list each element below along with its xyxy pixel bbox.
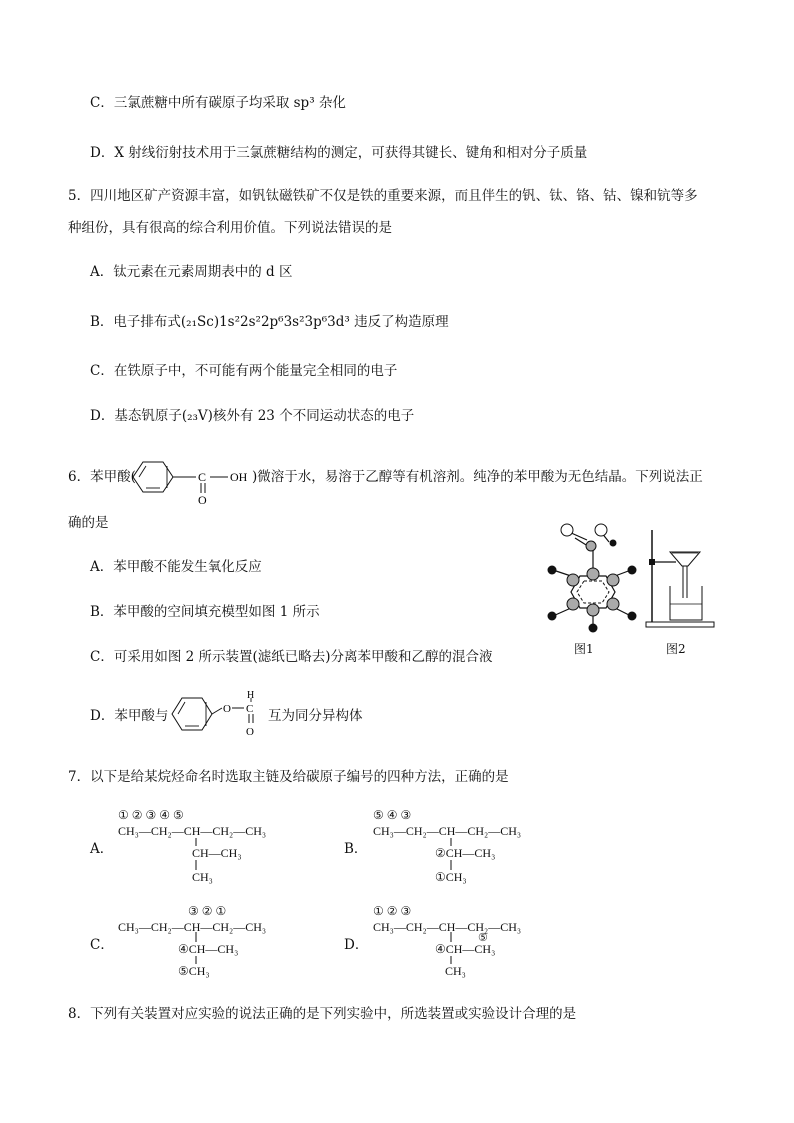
q6-stem-prefix: 6．苯甲酸( (68, 469, 136, 485)
q7-c-main-chain: CH₃—CH₂—CH—CH₂—CH₃ (118, 920, 267, 934)
q8-stem: 8．下列有关装置对应实验的说法正确的是下列实验中，所选装置或实验设计合理的是 (68, 1006, 577, 1022)
q6-option-a: A．苯甲酸不能发生氧化反应 (90, 559, 262, 575)
q6-option-d-prefix: D．苯甲酸与 (90, 708, 169, 724)
q6-stem-suffix: )微溶于水，易溶于乙醇等有机溶剂。纯净的苯甲酸为无色结晶。下列说法正 (252, 469, 703, 485)
q7-b-label: B． (344, 841, 368, 857)
cooh-carbon: C (198, 470, 207, 484)
q7-d-main-chain: CH₃—CH₂—CH—CH₂—CH₃ (373, 920, 522, 934)
q7-c-numbers: ③ ② ① (188, 904, 227, 918)
q5-option-b: B．电子排布式(₂₁Sc)1s²2s²2p⁶3s²3p⁶3d³ 违反了构造原理 (90, 314, 449, 330)
q7-d-numbers: ① ② ③ (373, 904, 412, 918)
figure-1-caption: 图1 (574, 642, 594, 656)
figure-2-caption: 图2 (666, 642, 686, 656)
formyl-hydrogen: H (247, 690, 255, 701)
q7-c-label: C． (90, 937, 114, 953)
cooh-hydroxyl: OH (230, 470, 248, 484)
q6-option-c: C．可采用如图 2 所示装置(滤纸已略去)分离苯甲酸和乙醇的混合液 (90, 649, 493, 665)
q7-d-branch1: ④CH—CH₃ (435, 942, 496, 956)
formyl-carbon: C (246, 703, 254, 715)
q4-option-c: C．三氯蔗糖中所有碳原子均采取 sp³ 杂化 (90, 95, 346, 111)
q7-a-numbers: ① ② ③ ④ ⑤ (118, 808, 184, 822)
q6-stem-line2: 确的是 (68, 515, 109, 531)
q7-d-label: D． (344, 937, 369, 953)
q6-option-b: B．苯甲酸的空间填充模型如图 1 所示 (90, 604, 320, 620)
q7-b-branch2: ①CH₃ (435, 870, 467, 884)
q7-c-branch2: ⑤CH₃ (178, 964, 210, 978)
carbonyl-oxygen: O (246, 726, 254, 738)
cooh-oxygen: O (198, 493, 207, 507)
q7-d-branch2: CH₃ (445, 964, 466, 978)
q7-a-main-chain: CH₃—CH₂—CH—CH₂—CH₃ (118, 824, 267, 838)
q5-stem-line1: 5．四川地区矿产资源丰富，如钒钛磁铁矿不仅是铁的重要来源，而且伴生的钒、钛、铬、钴、镍和钪等多 (68, 188, 698, 204)
ester-oxygen: O (223, 703, 231, 715)
q5-stem-line2: 种组份，具有很高的综合利用价值。下列说法错误的是 (68, 220, 392, 236)
q7-c-branch1: ④CH—CH₃ (178, 942, 239, 956)
q5-option-a: A．钛元素在元素周期表中的 d 区 (90, 264, 293, 280)
q7-d-branch-number: ⑤ (478, 932, 488, 944)
q5-option-c: C．在铁原子中，不可能有两个能量完全相同的电子 (90, 363, 398, 379)
q6-option-d-suffix: 互为同分异构体 (268, 708, 363, 724)
q7-a-label: A． (90, 841, 114, 857)
q4-option-d: D．X 射线衍射技术用于三氯蔗糖结构的测定，可获得其键长、键角和相对分子质量 (90, 145, 588, 161)
q7-a-branch1: CH—CH₃ (192, 846, 242, 860)
q7-b-numbers: ⑤ ④ ③ (373, 808, 412, 822)
q7-stem: 7．以下是给某烷烃命名时选取主链及给碳原子编号的四种方法，正确的是 (68, 769, 509, 785)
q7-a-branch2: CH₃ (192, 870, 213, 884)
q7-b-main-chain: CH₃—CH₂—CH—CH₂—CH₃ (373, 824, 522, 838)
q7-b-branch1: ②CH—CH₃ (435, 846, 496, 860)
q5-option-d: D．基态钒原子(₂₃V)核外有 23 个不同运动状态的电子 (90, 408, 415, 424)
